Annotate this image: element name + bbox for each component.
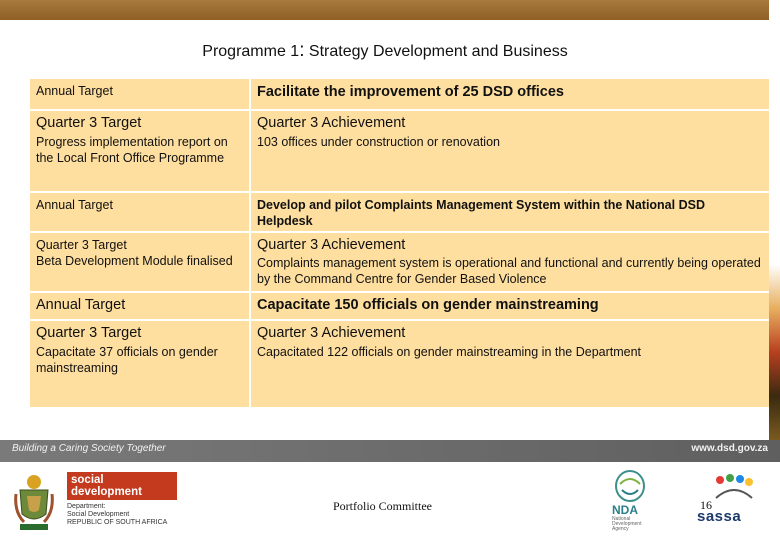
department-line: REPUBLIC OF SOUTH AFRICA <box>67 519 168 526</box>
quarter-achievement-value: Complaints management system is operational and functional and currently being operated by the Command Centre for Gender Based Violence <box>257 256 761 286</box>
annual-target-row-3 <box>30 293 769 319</box>
annual-target-label: Annual Target <box>30 293 249 319</box>
quarter-achievement-cell <box>251 111 769 191</box>
quarter-achievement-label: Quarter 3 Achievement <box>257 325 406 341</box>
annual-target-row-2 <box>30 193 769 231</box>
department-line: Department: <box>67 503 106 510</box>
quarter-target-cell <box>30 233 249 291</box>
quarter-target-label: Quarter 3 Target <box>36 238 127 252</box>
page-number: 16 <box>700 498 712 512</box>
quarter-row-1 <box>30 111 769 191</box>
quarter-target-cell <box>30 321 249 407</box>
quarter-target-label: Quarter 3 Target <box>36 325 142 341</box>
annual-target-value: Capacitate 150 officials on gender mainstreaming <box>251 293 769 319</box>
quarter-achievement-label: Quarter 3 Achievement <box>257 115 406 131</box>
slogan-band <box>0 440 780 462</box>
coat-of-arms-icon <box>12 472 56 534</box>
annual-target-row-1 <box>30 79 769 109</box>
quarter-achievement-value: 103 offices under construction or renovation <box>257 135 500 149</box>
quarter-row-3 <box>30 321 769 407</box>
title-rest: Strategy Development and Business <box>304 43 568 60</box>
annual-target-label: Annual Target <box>30 79 249 109</box>
sassa-label: sassa <box>697 508 742 525</box>
department-line: Social Development <box>67 511 130 518</box>
department-name: social development <box>67 472 177 500</box>
quarter-achievement-value: Capacitated 122 officials on gender mainstreaming in the Department <box>257 345 642 359</box>
portfolio-committee-text: Portfolio Committee <box>333 499 432 513</box>
quarter-row-2 <box>30 233 769 291</box>
website-text: www.dsd.gov.za <box>691 443 768 454</box>
quarter-target-label: Quarter 3 Target <box>36 115 142 131</box>
footer <box>0 462 780 540</box>
quarter-target-value: Beta Development Module finalised <box>36 254 233 268</box>
nda-subtext: National Development Agency <box>612 516 642 532</box>
quarter-target-cell <box>30 111 249 191</box>
quarter-achievement-label: Quarter 3 Achievement <box>257 237 406 253</box>
targets-table <box>30 79 769 407</box>
title-prefix: Programme 1 <box>202 43 300 60</box>
title-separator: : <box>299 40 305 61</box>
quarter-target-value: Capacitate 37 officials on gender mainstreaming <box>36 345 218 375</box>
quarter-achievement-cell <box>251 321 769 407</box>
annual-target-value: Develop and pilot Complaints Management System within the National DSD Helpdesk <box>251 193 769 231</box>
decorative-side-art <box>769 0 780 440</box>
annual-target-label: Annual Target <box>30 193 249 231</box>
top-accent-bar <box>0 0 780 20</box>
slide-title <box>0 40 770 62</box>
annual-target-value: Facilitate the improvement of 25 DSD offices <box>251 79 769 109</box>
social-development-logo <box>67 472 177 527</box>
slogan-text: Building a Caring Society Together <box>12 443 166 454</box>
department-lines <box>67 503 177 527</box>
sassa-people-icon <box>712 472 756 500</box>
quarter-target-value: Progress implementation report on the Local Front Office Programme <box>36 135 228 165</box>
nda-label: NDA <box>612 503 638 517</box>
quarter-achievement-cell <box>251 233 769 291</box>
